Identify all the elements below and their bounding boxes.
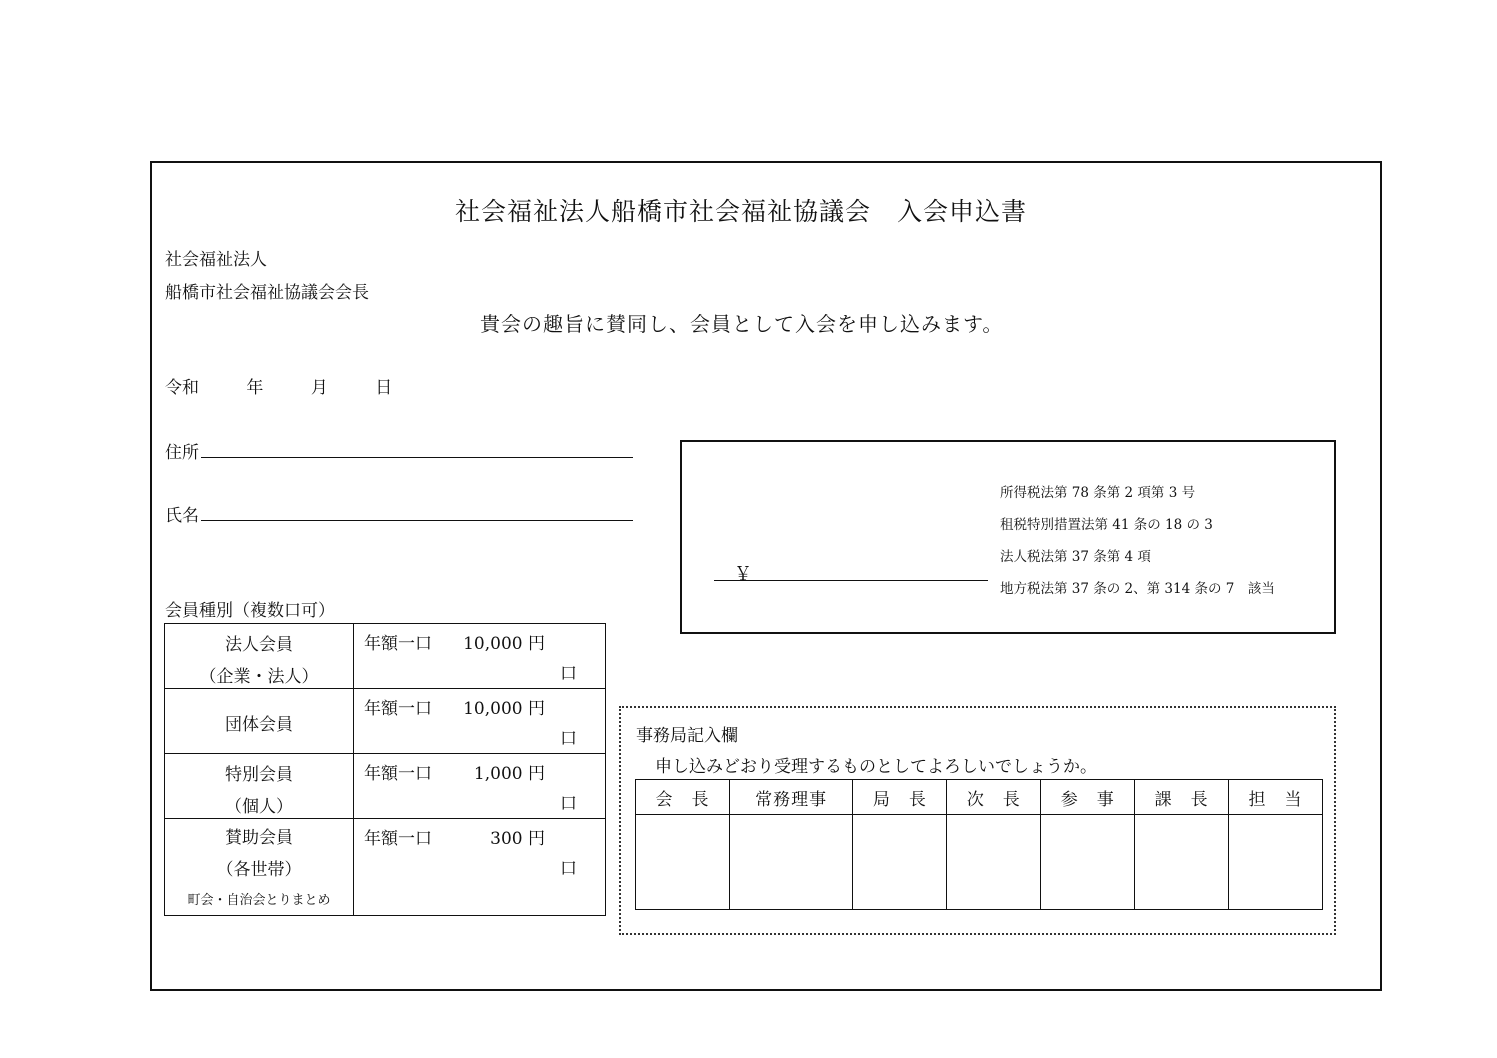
form-title: 社会福祉法人船橋市社会福祉協議会 入会申込書 (455, 197, 1028, 226)
tax-law-line: 法人税法第 37 条第 4 項 (1000, 549, 1151, 565)
membership-table (164, 623, 606, 916)
price-amount: 1,000 円 (473, 764, 545, 784)
membership-type-name: 特別会員 (225, 765, 293, 785)
approval-stamp-table (635, 779, 1323, 910)
date-year: 年 (246, 378, 264, 398)
approval-column-header: 課 長 (1135, 780, 1229, 815)
membership-price-cell[interactable] (354, 819, 606, 916)
membership-type-name: 賛助会員 (225, 828, 293, 848)
membership-type-cell (165, 689, 354, 754)
approval-column-header: 会 長 (636, 780, 730, 815)
approval-stamp-row (636, 815, 1323, 910)
membership-type-cell (165, 754, 354, 819)
stamp-cell[interactable] (636, 815, 730, 910)
units-label: 口 (560, 859, 577, 879)
price-label: 年額一口 (364, 829, 432, 849)
membership-type-cell (165, 819, 354, 916)
tax-deduction-box (680, 440, 1336, 634)
approval-column-header: 参 事 (1041, 780, 1135, 815)
address-label: 住所 (165, 443, 199, 463)
units-label: 口 (560, 729, 577, 749)
yen-symbol: ￥ (734, 564, 752, 585)
approval-column-header: 常務理事 (729, 780, 853, 815)
approval-header-row (636, 780, 1323, 815)
price-label: 年額一口 (364, 764, 432, 784)
membership-type-sub: （個人） (225, 797, 293, 817)
membership-row (165, 689, 606, 754)
price-amount: 10,000 円 (463, 634, 545, 654)
approval-column-header: 担 当 (1229, 780, 1323, 815)
membership-type-note: 町会・自治会とりまとめ (187, 893, 331, 908)
membership-type-name: 団体会員 (225, 715, 293, 735)
address-field-line[interactable] (201, 457, 633, 458)
stamp-cell[interactable] (729, 815, 853, 910)
stamp-cell[interactable] (1135, 815, 1229, 910)
price-label: 年額一口 (364, 699, 432, 719)
office-use-box (619, 706, 1336, 935)
stamp-cell[interactable] (947, 815, 1041, 910)
date-row (165, 373, 392, 398)
name-field-line[interactable] (201, 520, 633, 521)
approval-column-header: 局 長 (853, 780, 947, 815)
membership-type-name: 法人会員 (225, 635, 293, 655)
office-use-title: 事務局記入欄 (636, 726, 738, 746)
membership-row (165, 624, 606, 689)
price-label: 年額一口 (364, 634, 432, 654)
membership-row (165, 754, 606, 819)
application-statement: 貴会の趣旨に賛同し、会員として入会を申し込みます。 (480, 312, 1004, 336)
stamp-cell[interactable] (1229, 815, 1323, 910)
date-era: 令和 (165, 378, 199, 398)
date-month: 月 (310, 378, 328, 398)
tax-law-line: 地方税法第 37 条の 2、第 314 条の 7 該当 (1000, 581, 1275, 597)
membership-type-sub: （企業・法人） (199, 667, 319, 687)
tax-law-line: 所得税法第 78 条第 2 項第 3 号 (1000, 485, 1196, 501)
stamp-cell[interactable] (1041, 815, 1135, 910)
tax-law-line: 租税特別措置法第 41 条の 18 の 3 (1000, 517, 1213, 533)
addressee-line-2: 船橋市社会福祉協議会会長 (165, 283, 369, 303)
name-label: 氏名 (165, 506, 199, 526)
addressee-line-1: 社会福祉法人 (165, 250, 267, 270)
stamp-cell[interactable] (853, 815, 947, 910)
membership-price-cell[interactable] (354, 624, 606, 689)
membership-type-sub: （各世帯） (216, 860, 302, 880)
units-label: 口 (560, 664, 577, 684)
membership-row (165, 819, 606, 916)
membership-price-cell[interactable] (354, 689, 606, 754)
units-label: 口 (560, 794, 577, 814)
membership-price-cell[interactable] (354, 754, 606, 819)
membership-type-title: 会員種別（複数口可） (165, 601, 335, 621)
office-use-question: 申し込みどおり受理するものとしてよろしいでしょうか。 (655, 757, 1097, 777)
amount-field-line[interactable] (714, 580, 988, 581)
price-amount: 10,000 円 (463, 699, 545, 719)
date-day: 日 (375, 378, 393, 398)
membership-type-cell (165, 624, 354, 689)
price-amount: 300 円 (490, 829, 545, 849)
approval-column-header: 次 長 (947, 780, 1041, 815)
